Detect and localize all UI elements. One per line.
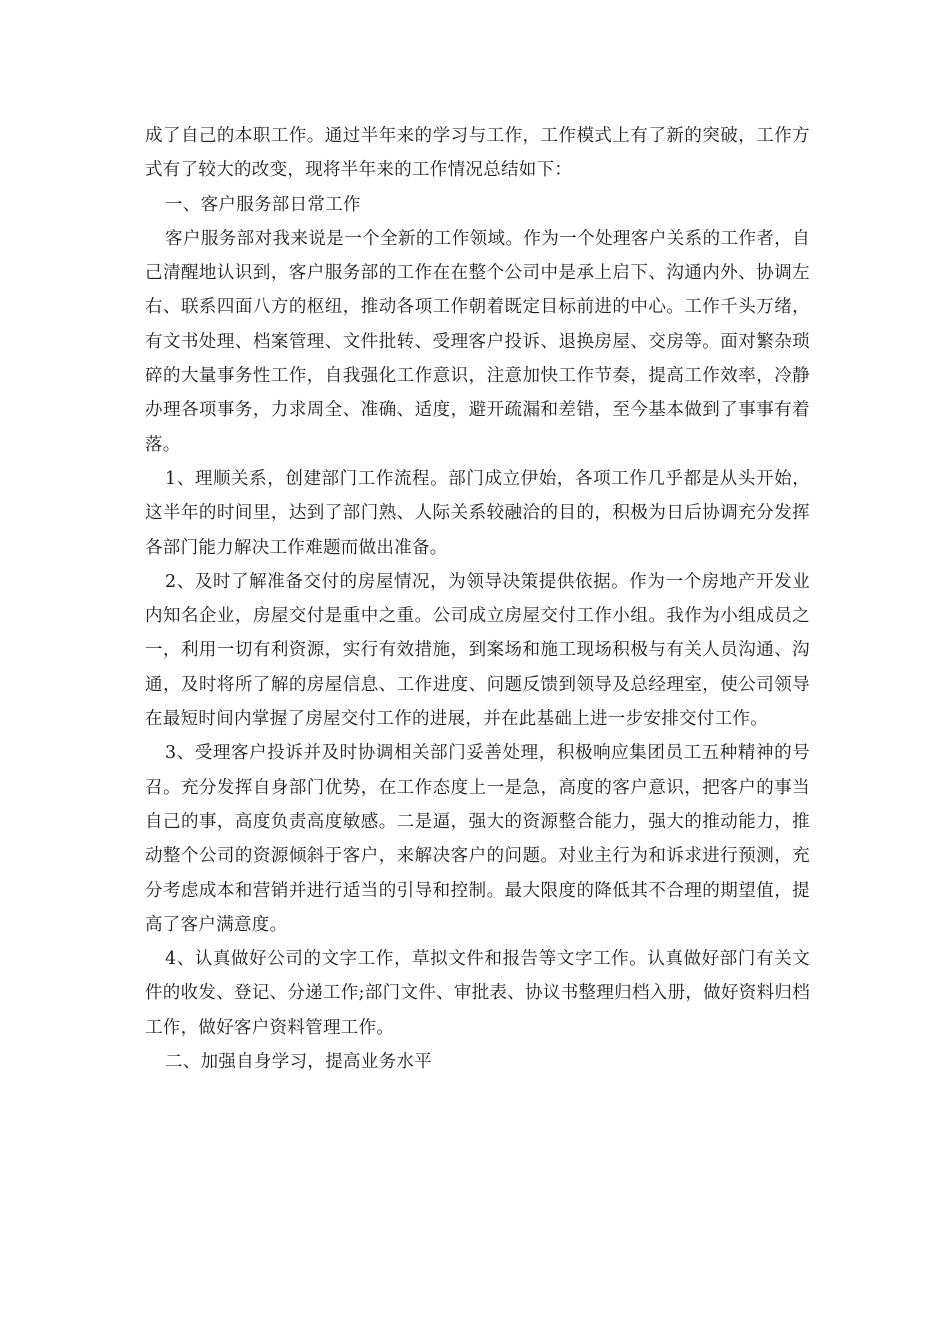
paragraph-item-1: 1、理顺关系，创建部门工作流程。部门成立伊始，各项工作几乎都是从头开始，这半年的时间里，达到了部门熟、人际关系较融洽的目的，积极为日后协调充分发挥各部门能力解决工作难题而做出准备。 <box>145 468 810 558</box>
paragraph-customer-service: 客户服务部对我来说是一个全新的工作领域。作为一个处理客户关系的工作者，自己清醒地认识到，客户服务部的工作在在整个公司中是承上启下、沟通内外、协调左右、联系四面八方的枢纽，推动各项工作朝着既定目标前进的中心。工作千头万绪，有文书处理、档案管理、文件批转、受理客户投诉、退换房屋、交房等。面对繁杂琐碎的大量事务性工作，自我强化工作意识，注意加快工作节奏，提高工作效率，冷静办理各项事务，力求周全、准确、适度，避开疏漏和差错，至今基本做到了事事有着落。 <box>145 228 810 455</box>
document-body <box>145 119 810 1079</box>
paragraph-intro: 成了自己的本职工作。通过半年来的学习与工作，工作模式上有了新的突破，工作方式有了较大的改变，现将半年来的工作情况总结如下： <box>145 126 810 181</box>
paragraph-item-3: 3、受理客户投诉并及时协调相关部门妥善处理，积极响应集团员工五种精神的号召。充分发挥自身部门优势，在工作态度上一是急，高度的客户意识，把客户的事当自己的事，高度负责高度敏感。二是逼，强大的资源整合能力，强大的推动能力，推动整个公司的资源倾斜于客户，来解决客户的问题。对业主行为和诉求进行预测，充分考虑成本和营销并进行适当的引导和控制。最大限度的降低其不合理的期望值，提高了客户满意度。 <box>145 743 810 935</box>
section-heading-1: 一、客户服务部日常工作 <box>165 194 361 215</box>
paragraph-item-2: 2、及时了解准备交付的房屋情况，为领导决策提供依据。作为一个房地产开发业内知名企业，房屋交付是重中之重。公司成立房屋交付工作小组。我作为小组成员之一，利用一切有利资源，实行有效措施，到案场和施工现场积极与有关人员沟通、沟通，及时将所了解的房屋信息、工作进度、问题反馈到领导及总经理室，使公司领导在最短时间内掌握了房屋交付工作的进展，并在此基础上进一步安排交付工作。 <box>145 571 810 730</box>
section-heading-2: 二、加强自身学习，提高业务水平 <box>165 1052 432 1073</box>
paragraph-item-4: 4、认真做好公司的文字工作，草拟文件和报告等文字工作。认真做好部门有关文件的收发、登记、分递工作;部门文件、审批表、协议书整理归档入册，做好资料归档工作，做好客户资料管理工作。 <box>145 949 810 1038</box>
